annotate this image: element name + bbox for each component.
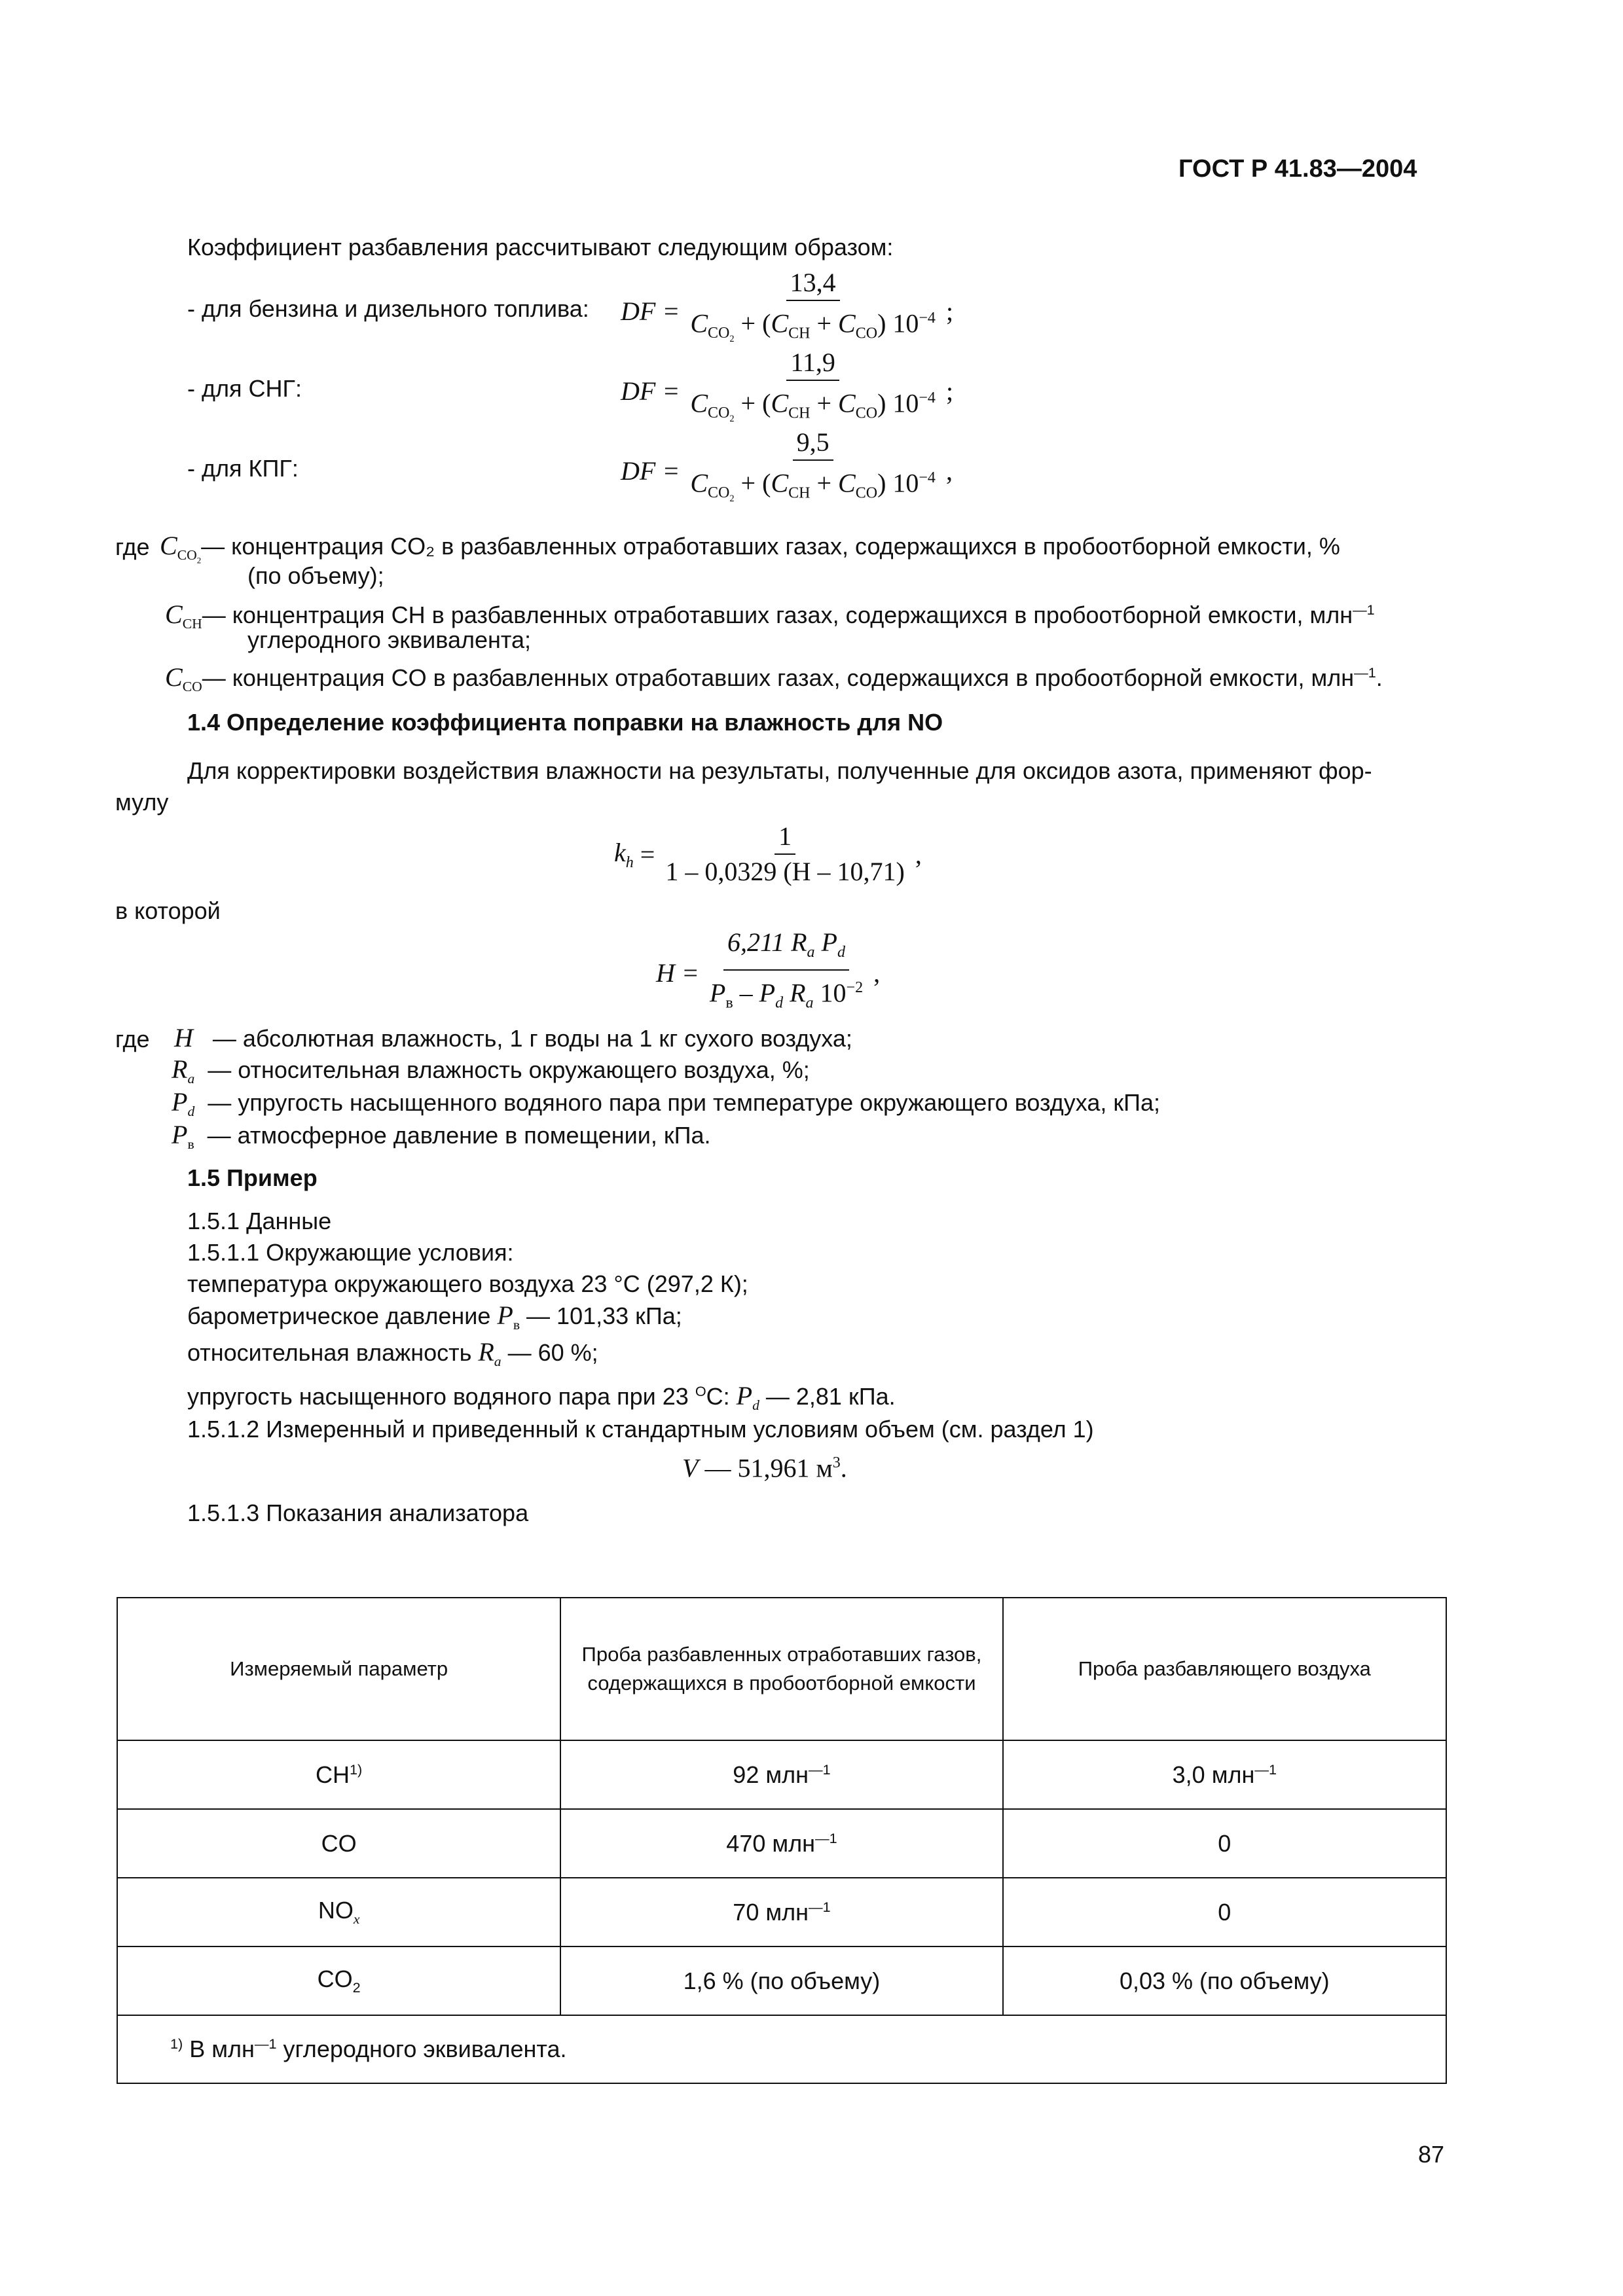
vapour-pressure: упругость насыщенного водяного пара при 23 $^О$С: $P_d$ — 2,81 кПа. [187, 1381, 896, 1414]
section-1-5-1: 1.5.1 Данные [187, 1208, 332, 1234]
formula-kh: $k_h$ = $\frac{1}{1 - 0,0329 (H - 10,71)}$ , [614, 821, 922, 886]
volume-value: V — 51,961 $м^3$. [682, 1453, 847, 1483]
table-row [117, 1878, 1446, 1946]
analyzer-readings-table [117, 1597, 1447, 2084]
definition-Pd: $P_d$ — упругость насыщенного водяного пара при температуре окружающего воздуха, кПа; [172, 1087, 1161, 1120]
section-1-5-1-3: 1.5.1.3 Показания анализатора [187, 1499, 529, 1526]
table-row [117, 1740, 1446, 1809]
table-footnote: $^{1)}$ В млн$^{—1}$ углеродного эквивалента. [117, 2015, 1446, 2083]
table-header-air: Проба разбавляющего воздуха [1003, 1598, 1446, 1740]
formula-label-petrol: - для бензина и дизельного топлива: [187, 295, 589, 322]
formula-label-lpg: - для СНГ: [187, 375, 302, 402]
relative-humidity: относительная влажность $R_a$ — 60 %; [187, 1337, 598, 1370]
section-1-5-1-2: 1.5.1.2 Измеренный и приведенный к стандартным условиям объем (см. раздел 1) [187, 1416, 1094, 1443]
definition-cch: $C_{CH}—$ концентрация CH в разбавленных отработавших газах, содержащихся в пробоотборной емкости, млн$^{—1}$ [165, 600, 1375, 632]
table-cell-sample: 1,6 % (по объему) [560, 1946, 1002, 2015]
table-cell-parameter: CH$^{1)}$ [117, 1740, 560, 1809]
formula-df-cng: DF = $\frac{9,5}{C_{CO_2} + (C_{CH} + C_{CO}) 10^{-4}}$ , [621, 427, 953, 505]
table-cell-air: 3,0 млн$^{—1}$ [1003, 1740, 1446, 1809]
table-cell-air: 0,03 % (по объему) [1003, 1946, 1446, 2015]
formula-H: H = $\frac{6,211 R_a P_d}{P_в - P_d R_a 10^{-2}}$ , [656, 927, 881, 1012]
section-1-4-title: 1.4 Определение коэффициента поправки на влажность для NO [187, 709, 943, 736]
definition-cch-cont: углеродного эквивалента; [247, 626, 532, 653]
table-cell-parameter: $CO_2$ [117, 1946, 560, 2015]
formula-terminator: ; [945, 296, 954, 326]
formula-denominator: $C_{CO_2} + (C_{CH} + C_{CO})$ $10^{-4}$ [690, 308, 936, 345]
table-cell-air: 0 [1003, 1809, 1446, 1878]
table-cell-sample: 92 млн$^{—1}$ [560, 1740, 1002, 1809]
section-1-4-para: Для корректировки воздействия влажности на результаты, полученные для оксидов азота, применяют фор- [187, 757, 1372, 784]
definition-cco2-cont: (по объему); [247, 562, 384, 589]
formula-numerator: 13,4 [786, 270, 840, 301]
section-1-5-1-1: 1.5.1.1 Окружающие условия: [187, 1239, 514, 1266]
where-prefix-2: где [115, 1026, 150, 1052]
table-cell-sample: 470 млн$^{—1}$ [560, 1809, 1002, 1878]
formula-lhs: DF = [621, 296, 680, 326]
formula-df-lpg: DF = $\frac{11,9}{C_{CO_2} + (C_{CH} + C_{CO}) 10^{-4}}$ ; [621, 348, 954, 425]
ambient-temperature: температура окружающего воздуха 23 °С (297,2 К); [187, 1270, 748, 1297]
page-number: 87 [1418, 2141, 1445, 2168]
table-cell-sample: 70 млн$^{—1}$ [560, 1878, 1002, 1946]
section-1-4-para-cont: мулу [115, 789, 169, 816]
section-1-5-title: 1.5 Пример [187, 1164, 318, 1191]
table-row [117, 1946, 1446, 2015]
table-header-row [117, 1598, 1446, 1740]
document-header: ГОСТ Р 41.83—2004 [1178, 155, 1417, 183]
table-cell-parameter: $NO_x$ [117, 1878, 560, 1946]
intro-text: Коэффициент разбавления рассчитывают следующим образом: [187, 234, 894, 260]
table-header-parameter: Измеряемый параметр [117, 1598, 560, 1740]
definition-H: H — абсолютная влажность, 1 г воды на 1 кг сухого воздуха; [174, 1023, 852, 1052]
definition-Ra: $R_a$ — относительная влажность окружающего воздуха, %; [172, 1054, 810, 1087]
where-prefix: где [115, 533, 150, 560]
in-which-text: в которой [115, 897, 221, 924]
table-row [117, 1809, 1446, 1878]
definition-cco: $C_{CO}—$ концентрация CO в разбавленных отработавших газах, содержащихся в пробоотборной емкости, млн$^{—1}$. [165, 662, 1383, 695]
formula-df-petrol [621, 270, 953, 352]
formula-label-cng: - для КПГ: [187, 455, 299, 482]
table-header-sample: Проба разбавленных отработавших газов, содержащихся в пробоотборной емкости [560, 1598, 1002, 1740]
table-cell-air: 0 [1003, 1878, 1446, 1946]
barometric-pressure: барометрическое давление $P_в$ — 101,33 кПа; [187, 1300, 682, 1333]
table-footnote-row [117, 2015, 1446, 2083]
definition-cco2: $C_{CO_2}—$ концентрация CO₂ в разбавленных отработавших газах, содержащихся в пробоотборной емкости, % [160, 531, 1340, 565]
table-cell-parameter: CO [117, 1809, 560, 1878]
definition-Pv: $P_в$ — атмосферное давление в помещении, кПа. [172, 1120, 711, 1153]
